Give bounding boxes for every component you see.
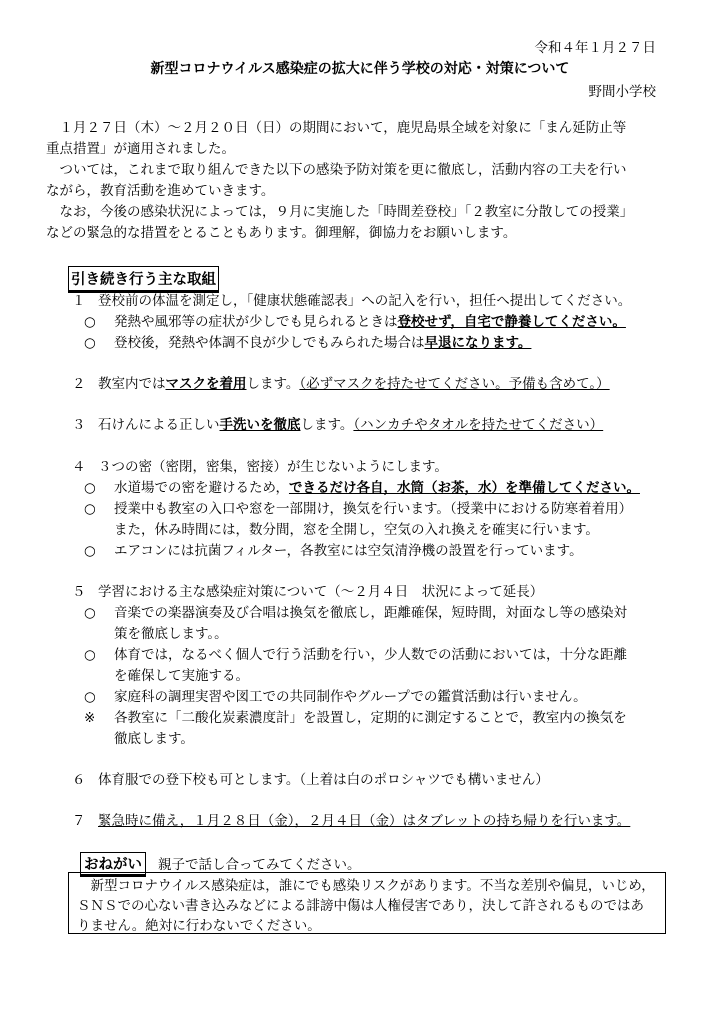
item-number: １: [72, 293, 86, 309]
document-date: 令和４年１月２７日: [534, 40, 656, 56]
note-mark: ※: [84, 710, 96, 726]
intro-section: [46, 118, 686, 244]
item-1-sub-1: [84, 310, 626, 330]
bullet-mark: ○: [84, 605, 96, 621]
bullet-mark: ○: [84, 543, 96, 559]
underlined-text: （ハンカチやタオルを持たせてください）: [353, 417, 604, 433]
intro-line: なお，今後の感染状況によっては，９月に実施した「時間差登校」「２教室に分散しての授業」: [46, 204, 634, 220]
emphasis-text: できるだけ各自，水筒（お茶，水）を準備してください。: [288, 480, 640, 496]
intro-line: などの緊急的な措置をとることもあります。御理解，御協力をお願いします。: [46, 225, 517, 241]
intro-line: ながら，教育活動を進めていきます。: [46, 183, 275, 199]
school-name: 野間小学校: [588, 84, 656, 100]
item-4-sub-2: [84, 497, 632, 517]
item-5-sub-4: [84, 706, 627, 726]
bullet-mark: ○: [84, 335, 96, 351]
item-3: [72, 413, 603, 433]
document-title: 新型コロナウイルス感染症の拡大に伴う学校の対応・対策について: [150, 61, 570, 77]
item-text: 登校前の体温を測定し，「健康状態確認表」への記入を行い，担任へ提出してください。: [98, 293, 632, 309]
notice-box: 新型コロナウイルス感染症は，誰にでも感染リスクがあります。不当な差別や偏見，いじめ，ＳＮＳでの心ない書き込みなどによる誹謗中傷は人権侵害であり，決して許されるものではありません。絶対に行わないでください。: [68, 872, 666, 934]
item-6: [72, 768, 549, 788]
bullet-mark: ○: [84, 689, 96, 705]
onegai-label: おねがい: [80, 852, 146, 877]
item-5-sub-2: [84, 643, 627, 663]
item-4: [72, 455, 448, 475]
item-text: 体育服での登下校も可とします。（上着は白のポロシャツでも構いません）: [98, 772, 549, 788]
underlined-text: 緊急時に備え，１月２８日（金），２月４日（金）はタブレットの持ち帰りを行います。: [98, 813, 631, 829]
underlined-text: （必ずマスクを持たせてください。予備も含めて。）: [299, 376, 610, 392]
onegai-text: 親子で話し合ってみてください。: [158, 857, 361, 873]
bullet-mark: ○: [84, 501, 96, 517]
item-text: 教室内では: [98, 376, 166, 392]
item-2: [72, 372, 610, 392]
intro-line: １月２７日（木）～２月２０日（日）の期間において，鹿児島県全域を対象に「まん延防止等: [46, 120, 627, 136]
item-5: [72, 580, 543, 600]
item-text: します。: [300, 417, 354, 433]
item-5-sub-4-cont: 徹底します。: [114, 731, 194, 747]
item-4-sub-3: [84, 539, 583, 559]
emphasis-text: 早退になります。: [424, 335, 532, 351]
sub-text: エアコンには抗菌フィルター，各教室には空気清浄機の設置を行っています。: [114, 543, 583, 559]
item-number: ５: [72, 584, 86, 600]
item-5-sub-2-cont: を確保して実施する。: [114, 668, 249, 684]
item-number: ６: [72, 772, 86, 788]
sub-text: 各教室に「二酸化炭素濃度計」を設置し，定期的に測定することで，教室内の換気を: [114, 710, 627, 726]
item-1-sub-2: [84, 331, 531, 351]
bullet-mark: ○: [84, 314, 96, 330]
emphasis-text: 手洗いを徹底: [219, 417, 301, 433]
item-5-sub-3: [84, 685, 587, 705]
item-text: 石けんによる正しい: [98, 417, 220, 433]
emphasis-text: マスクを着用: [165, 376, 247, 392]
intro-line: ついては，これまで取り組んできた以下の感染予防対策を更に徹底し，活動内容の工夫を行い: [46, 162, 627, 178]
item-5-sub-1-cont: 策を徹底します。。: [114, 626, 228, 642]
item-number: ４: [72, 459, 86, 475]
sub-text: 発熱や風邪等の症状が少しでも見られるときは: [114, 314, 398, 330]
item-4-sub-2-cont: また，休み時間には，数分間，窓を全開し，空気の入れ換えを確実に行います。: [114, 522, 599, 538]
section-heading: 引き続き行う主な取組: [68, 266, 219, 293]
bullet-mark: ○: [84, 647, 96, 663]
item-text: 学習における主な感染症対策について（～２月４日 状況によって延長）: [98, 584, 544, 600]
emphasis-text: 登校せず，自宅で静養してください。: [397, 314, 626, 330]
sub-text: 家庭科の調理実習や図工での共同制作やグループでの鑑賞活動は行いません。: [114, 689, 587, 705]
sub-text: 音楽での楽器演奏及び合唱は換気を徹底し，距離確保，短時間，対面なし等の感染対: [114, 605, 627, 621]
item-number: ３: [72, 417, 86, 433]
sub-text: 体育では，なるべく個人で行う活動を行い，少人数での活動においては，十分な距離: [114, 647, 627, 663]
item-4-sub-1: [84, 476, 640, 496]
item-7: [72, 809, 630, 829]
intro-line: 重点措置」が適用されました。: [46, 141, 235, 157]
item-text: します。: [246, 376, 300, 392]
bullet-mark: ○: [84, 480, 96, 496]
sub-text: 登校後，発熱や体調不良が少しでもみられた場合は: [114, 335, 425, 351]
sub-text: 授業中も教室の入口や窓を一部開け，換気を行います。（授業中における防寒着着用）: [114, 501, 633, 517]
item-1: [72, 289, 631, 309]
item-number: ７: [72, 813, 86, 829]
item-text: ３つの密（密閉，密集，密接）が生じないようにします。: [98, 459, 448, 475]
item-5-sub-1: [84, 601, 627, 621]
item-number: ２: [72, 376, 86, 392]
sub-text: 水道場での密を避けるため，: [114, 480, 289, 496]
